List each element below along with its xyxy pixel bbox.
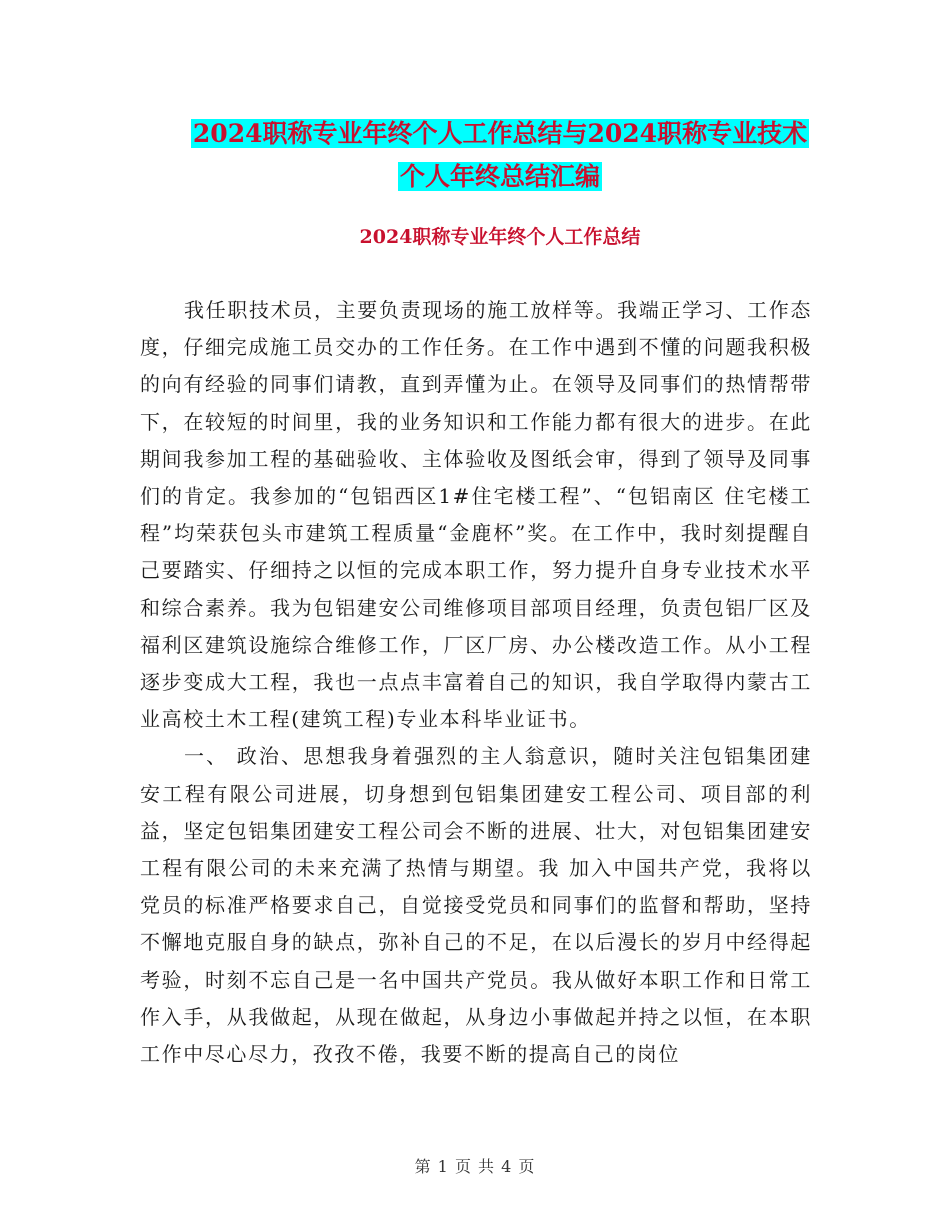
page-number-footer: 第 1 页 共 4 页 xyxy=(414,1157,536,1176)
body-paragraph-1: 我任职技术员，主要负责现场的施工放样等。我端正学习、工作态度，仔细完成施工员交办的工作任务。在工作中遇到不懂的问题我积极的向有经验的同事们请教，直到弄懂为止。在领导及同事们的热情帮带下，在较短的时间里，我的业务知识和工作能力都有很大的进步。在此期间我参加工程的基础验收、主体验收及图纸会审，得到了领导及同事们的肯定。我参加的“包铝西区1#住宅楼工程”、“包铝南区 住宅楼工程”均荣获包头市建筑工程质量“金鹿杯”奖。在工作中，我时刻提醒自己要踏实、仔细持之以恒的完成本职工作，努力提升自身专业技术水平和综合素养。我为包铝建安公司维修项目部项目经理，负责包铝厂区及福利区建筑设施综合维修工作，厂区厂房、办公楼改造工作。从小工程逐步变成大工程，我也一点点丰富着自己的知识，我自学取得内蒙古工业高校土木工程(建筑工程)专业本科毕业证书。 xyxy=(140,298,812,732)
document-title-line-1: 2024职称专业年终个人工作总结与2024职称专业技术 xyxy=(192,119,808,148)
section-heading: 2024职称专业年终个人工作总结 xyxy=(359,226,641,248)
document-body xyxy=(140,292,812,1073)
document-title-line-2: 个人年终总结汇编 xyxy=(399,162,600,191)
body-paragraph-2: 一、 政治、思想我身着强烈的主人翁意识，随时关注包铝集团建安工程有限公司进展，切身想到包铝集团建安工程公司、项目部的利益，坚定包铝集团建安工程公司会不断的进展、壮大，对包铝集团建安工程有限公司的未来充满了热情与期望。我 加入中国共产党，我将以党员的标准严格要求自己，自觉接受党员和同事们的监督和帮助，坚持不懈地克服自身的缺点，弥补自己的不足，在以后漫长的岁月中经得起考验，时刻不忘自己是一名中国共产党员。我从做好本职工作和日常工作入手，从我做起，从现在做起，从身边小事做起并持之以恒，在本职工作中尽心尽力，孜孜不倦，我要不断的提高自己的岗位 xyxy=(140,744,812,1067)
document-title xyxy=(140,112,860,198)
